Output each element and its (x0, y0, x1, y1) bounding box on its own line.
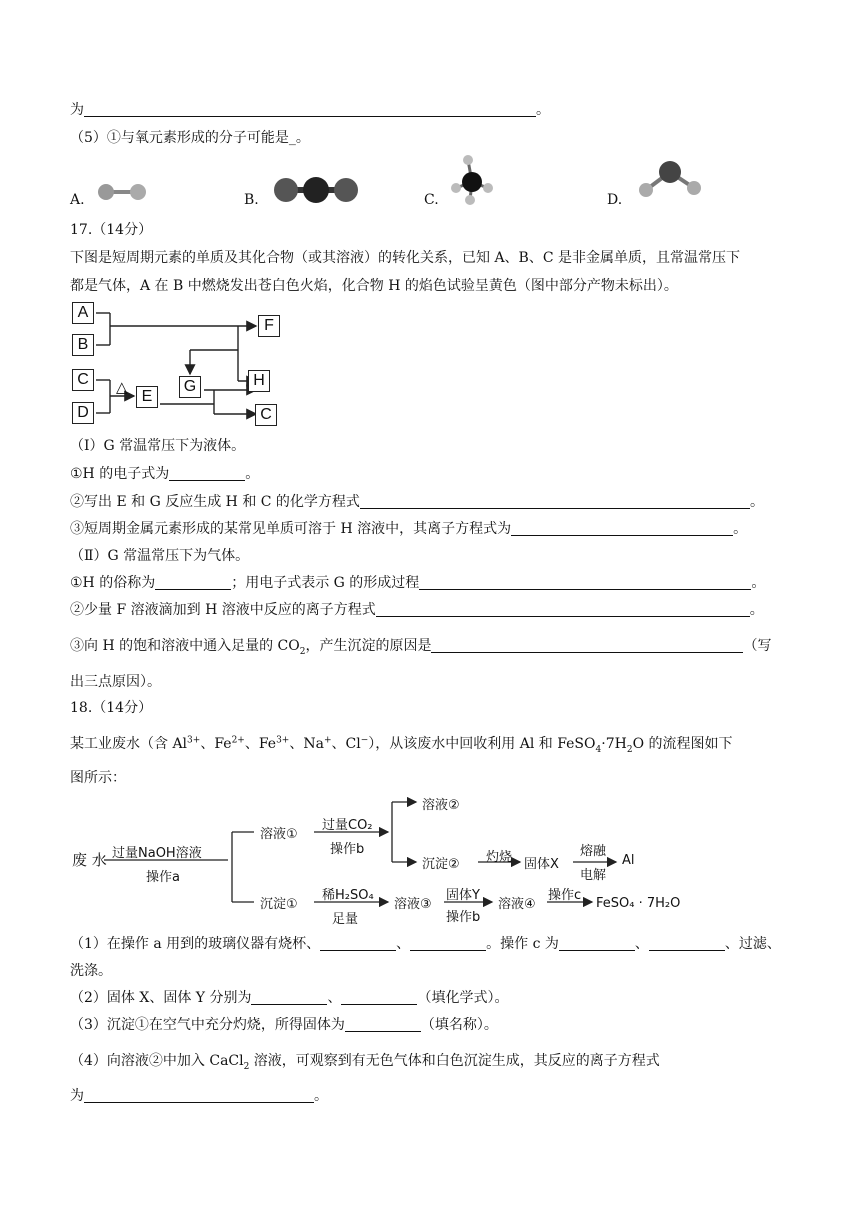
text: （3）沉淀①在空气中充分灼烧，所得固体为 (70, 1017, 345, 1033)
text: 。 (536, 102, 550, 118)
text: O 的流程图如下 (632, 736, 733, 752)
flow-op-b: 操作b (330, 842, 365, 857)
superscript: 2+ (231, 735, 245, 746)
node-d: D (72, 402, 94, 424)
subscript: 4 (595, 744, 602, 755)
answer-blank[interactable] (559, 935, 635, 951)
flow-op-b2: 操作b (446, 910, 481, 925)
flow-solid-x: 固体X (524, 857, 559, 872)
flow-sol4: 溶液④ (498, 897, 536, 912)
q16-answer-line (70, 100, 550, 120)
flow-melt: 熔融 (580, 844, 607, 859)
text: （2）固体 X、固体 Y 分别为 (70, 990, 252, 1006)
text: ①H 的电子式为 (70, 466, 170, 482)
subscript: 2 (243, 1061, 250, 1072)
text: 。 (749, 494, 764, 510)
text: ②少量 F 溶液滴加到 H 溶液中反应的离子方程式 (70, 602, 376, 618)
text: 、Cl (331, 736, 361, 752)
q18-q3 (70, 1015, 498, 1035)
text: （4）向溶液②中加入 CaCl (70, 1053, 244, 1069)
flow-burn: 灼烧 (486, 850, 513, 865)
node-c-product: C (255, 404, 277, 426)
text: ②写出 E 和 G 反应生成 H 和 C 的化学方程式 (70, 494, 360, 510)
bent-molecule-model-icon (632, 158, 708, 204)
text: 、过滤、 (724, 936, 781, 952)
text: ·7H (601, 736, 627, 752)
node-f: F (258, 315, 280, 337)
text: ③短周期金属元素形成的某常见单质可溶于 H 溶液中，其离子方程式为 (70, 521, 512, 537)
option-a[interactable] (70, 192, 85, 208)
answer-blank[interactable] (345, 1016, 421, 1032)
q18-q2 (70, 988, 508, 1008)
tetrahedral-molecule-model-icon (446, 152, 502, 206)
q18-intro (70, 734, 733, 754)
answer-blank[interactable] (155, 574, 231, 590)
text: 为 (70, 1088, 84, 1104)
superscript: − (360, 735, 369, 746)
q16-part5: （5）①与氧元素形成的分子可能是_。 (70, 130, 310, 146)
text: （填名称）。 (420, 1017, 498, 1033)
flow-electro: 电解 (580, 868, 607, 883)
answer-blank[interactable] (360, 493, 750, 509)
q17-i3 (70, 519, 747, 539)
answer-blank[interactable] (419, 574, 751, 590)
text: 。 (245, 466, 260, 482)
flow-sol1: 溶液① (260, 827, 298, 842)
text: （写 (743, 638, 772, 654)
q17-intro-2: 都是气体，A 在 B 中燃烧发出苍白色火焰，化合物 H 的焰色试验呈黄色（图中部分产物未标出）。 (70, 278, 678, 294)
subscript: 2 (626, 744, 633, 755)
answer-blank[interactable] (84, 1087, 314, 1103)
text: ①H 的俗称为 (70, 575, 156, 591)
q17-ii2 (70, 600, 764, 620)
option-label: C. (424, 192, 439, 208)
q18-intro-2: 图所示： (70, 770, 126, 786)
flow-op-c: 操作c (548, 888, 582, 903)
answer-blank[interactable] (251, 989, 327, 1005)
text: 。 (314, 1088, 328, 1104)
q18-q4-cont (70, 1086, 328, 1106)
text: 。 (749, 602, 764, 618)
text: 。 (733, 521, 748, 537)
flow-naoh: 过量NaOH溶液 (112, 846, 202, 861)
answer-blank[interactable] (376, 601, 750, 617)
answer-blank[interactable] (341, 989, 417, 1005)
node-g: G (179, 376, 201, 398)
flow-op-a: 操作a (146, 870, 180, 885)
text: 、 (327, 990, 342, 1006)
q17-intro-1: 下图是短周期元素的单质及其化合物（或其溶液）的转化关系，已知 A、B、C 是非金属单质，且常温常压下 (70, 250, 741, 266)
node-a: A (72, 302, 94, 324)
option-label: B. (244, 192, 259, 208)
text: 、 (634, 936, 649, 952)
subscript: 2 (299, 646, 306, 657)
flow-sol3: 溶液③ (394, 897, 432, 912)
answer-blank[interactable] (320, 935, 396, 951)
flow-ppt1: 沉淀① (260, 897, 298, 912)
flow-product: FeSO₄ · 7H₂O (596, 896, 681, 911)
text: ；用电子式表示 G 的形成过程 (231, 575, 420, 591)
option-b[interactable] (244, 192, 259, 208)
text: ③向 H 的饱和溶液中通入足量的 CO (70, 638, 300, 654)
option-d[interactable] (607, 192, 622, 208)
text: ），从该废水中回收利用 Al 和 FeSO (368, 736, 596, 752)
heat-symbol: △ (116, 378, 128, 396)
q18-q1 (70, 934, 781, 954)
answer-blank[interactable] (84, 101, 536, 117)
node-c: C (72, 369, 94, 391)
q18-q1-cont: 洗涤。 (70, 963, 112, 979)
linear-triatomic-molecule-model-icon (270, 174, 362, 206)
option-label: A. (70, 192, 85, 208)
text: 、Fe (200, 736, 232, 752)
option-label: D. (607, 192, 623, 208)
node-e: E (136, 386, 158, 408)
flow-solid-y: 固体Y (446, 888, 480, 903)
superscript: 3+ (187, 735, 201, 746)
flow-waste: 废 水 (72, 851, 107, 869)
q17-header: 17.（14分） (70, 222, 153, 238)
q17-ii1 (70, 573, 765, 593)
q18-q4 (70, 1051, 660, 1071)
q17-ii3 (70, 636, 771, 656)
text: 、Fe (244, 736, 277, 752)
text: 、 (396, 936, 411, 952)
q18-header: 18.（14分） (70, 700, 153, 716)
answer-blank[interactable] (431, 637, 743, 653)
text: （填化学式）。 (417, 990, 509, 1006)
q17-part1: （Ⅰ）G 常温常压下为液体。 (70, 438, 246, 454)
text: 、Na (289, 736, 324, 752)
text: ，产生沉淀的原因是 (305, 638, 432, 654)
text: 溶液，可观察到有无色气体和白色沉淀生成，其反应的离子方程式 (249, 1053, 660, 1069)
q17-i2 (70, 492, 764, 512)
text: （1）在操作 a 用到的玻璃仪器有烧杯、 (70, 936, 321, 952)
flow-h2so4: 稀H₂SO₄ (322, 888, 374, 903)
answer-blank[interactable] (169, 465, 245, 481)
flow-enough: 足量 (332, 912, 359, 927)
option-c[interactable] (424, 192, 439, 208)
flow-co2: 过量CO₂ (322, 818, 373, 833)
superscript: 3+ (276, 735, 290, 746)
superscript: + (323, 735, 332, 746)
flow-sol2: 溶液② (422, 798, 460, 813)
text: 。操作 c 为 (486, 936, 559, 952)
q17-i1 (70, 464, 259, 484)
node-h: H (248, 370, 270, 392)
flow-al: Al (622, 853, 635, 868)
text: 某工业废水（含 Al (70, 736, 188, 752)
q17-part2: （Ⅱ）G 常温常压下为气体。 (70, 548, 250, 564)
answer-blank[interactable] (649, 935, 725, 951)
answer-blank[interactable] (511, 520, 733, 536)
node-b: B (72, 334, 94, 356)
diatomic-molecule-model-icon (92, 178, 152, 206)
q17-ii3-cont: 出三点原因）。 (70, 674, 161, 690)
answer-blank[interactable] (410, 935, 486, 951)
text: 为 (70, 102, 84, 118)
text: 。 (751, 575, 766, 591)
flow-ppt2: 沉淀② (422, 857, 460, 872)
